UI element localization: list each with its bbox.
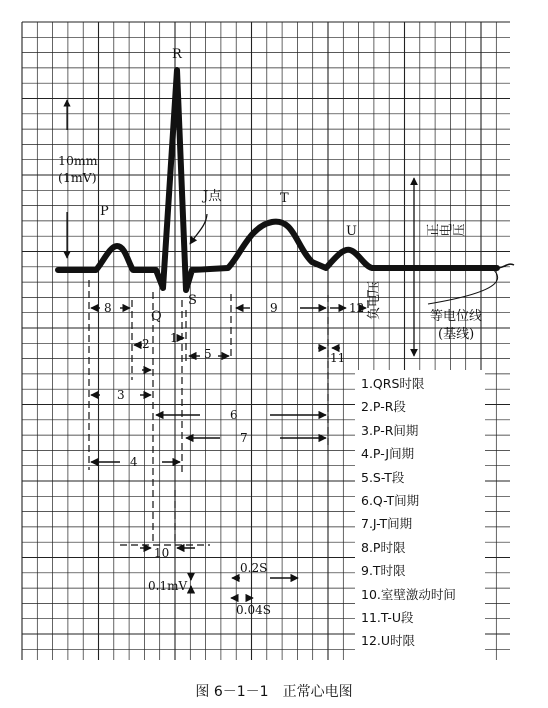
interval-number-3: 3 [117, 388, 125, 402]
calibration-millivolt: (1mV) [58, 170, 97, 185]
figure-caption: 图 6－1－1 正常心电图 [195, 684, 353, 700]
interval-number-9: 9 [270, 301, 278, 315]
legend-item: 9.T时限 [358, 563, 409, 578]
scale-big-box: 0.2S [240, 561, 268, 575]
legend-item: 7.J-T间期 [358, 516, 415, 531]
calibration-amplitude: 10mm [58, 153, 98, 168]
interval-guides [89, 280, 368, 545]
baseline-pointer [428, 268, 498, 304]
baseline-label-sub: (基线) [438, 327, 475, 342]
scale-small-box-amplitude: 0.1mV [148, 579, 188, 593]
legend-item: 10.室壁激动时间 [358, 587, 459, 602]
interval-number-1: 1 [170, 331, 178, 345]
legend-item: 4.P-J间期 [358, 446, 417, 461]
legend-item: 5.S-T段 [358, 470, 407, 485]
positive-voltage-label: 正电压 [426, 224, 465, 240]
legend-item: 2.P-R段 [358, 399, 409, 414]
scale-small-box-time: 0.04S [236, 603, 271, 617]
legend-item: 3.P-R间期 [358, 423, 421, 438]
interval-number-11: 11 [330, 351, 346, 365]
wave-label-r: R [172, 47, 182, 62]
interval-number-8: 8 [104, 301, 112, 315]
interval-number-7: 7 [240, 431, 248, 445]
wave-label-q: Q [151, 309, 162, 324]
legend-item: 6.Q-T间期 [358, 493, 422, 508]
j-point-label: J点 [203, 189, 222, 204]
interval-number-4: 4 [130, 455, 138, 469]
legend-item: 11.T-U段 [358, 610, 417, 625]
interval-number-6: 6 [230, 408, 238, 422]
interval-arrows [91, 308, 366, 598]
wave-label-t: T [280, 191, 289, 206]
interval-number-12: 12 [349, 301, 365, 315]
interval-number-5: 5 [204, 347, 212, 361]
j-point-pointer [190, 214, 207, 244]
legend-item: 8.P时限 [358, 540, 408, 555]
wave-label-p: P [100, 204, 109, 219]
interval-number-2: 2 [142, 337, 150, 351]
ecg-trace [58, 70, 514, 290]
legend-item: 1.QRS时限 [358, 376, 427, 391]
legend-item: 12.U时限 [358, 633, 418, 648]
wave-label-u: U [346, 224, 357, 239]
negative-voltage-label: 负电压 [367, 280, 382, 320]
baseline-label: 等电位线 [430, 309, 483, 324]
wave-label-s: S [188, 293, 197, 308]
interval-number-10: 10 [154, 546, 170, 560]
